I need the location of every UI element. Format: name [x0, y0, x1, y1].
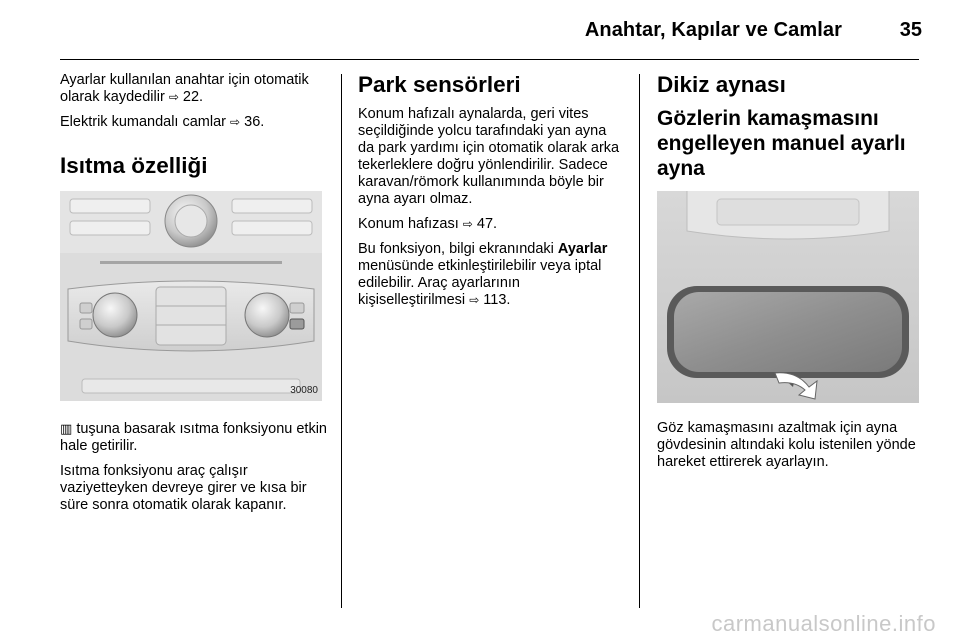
page-ref-arrow-icon: ⇨ [462, 217, 473, 231]
rearview-mirror-figure [657, 191, 919, 403]
park-sensors-heading: Park sensörleri [358, 72, 521, 97]
watermark-text: carmanualsonline.info [711, 611, 936, 636]
rearview-mirror-illustration [657, 191, 919, 403]
memory-ref-paragraph: Konum hafızası ⇨ 47. [358, 216, 498, 232]
rear-window-heating-icon: ▥ [60, 421, 73, 436]
park-assist-paragraph: Konum hafızalı aynalarda, geri vites seçildiğinde yolcu tarafındaki yan ayna da park yardımı için otomatik olarak arka tekerleklere doğru yönlendirilir. Sadece karavan/römork kullanımında böyle bir ayna ayarı olmaz. [358, 106, 620, 207]
page-ref-arrow-icon: ⇨ [230, 115, 241, 129]
settings-menu-paragraph: Bu fonksiyon, bilgi ekranındaki Ayarlar menüsünde etkinleştirilebilir veya iptal edilebilir. Araç ayarlarının kişiselleştirilmesi ⇨ 113. [358, 241, 608, 308]
column-2 [358, 72, 626, 317]
page-ref-arrow-icon: ⇨ [469, 293, 480, 307]
column-divider-2 [639, 74, 640, 608]
page-ref-arrow-icon: ⇨ [168, 90, 179, 104]
page-ref-link[interactable]: 47. [476, 216, 498, 232]
page-ref-link[interactable]: 22. [182, 89, 204, 105]
header-title: Anahtar, Kapılar ve Camlar [584, 19, 842, 41]
column-3 [657, 72, 923, 479]
manual-antiglare-subheading: Gözlerin kamaşmasını engelleyen manuel ayarlı ayna [657, 107, 906, 180]
climate-control-panel-figure [60, 191, 322, 401]
page-ref-link[interactable]: 36. [244, 114, 265, 130]
power-windows-paragraph: Elektrik kumandalı camlar ⇨ 36. [60, 114, 265, 130]
mirror-adjust-paragraph: Göz kamaşmasını azaltmak için ayna gövdesinin altındaki kolu istenilen yönde hareket ettirerek ayarlayın. [657, 420, 916, 470]
column-divider-1 [341, 74, 342, 608]
climate-control-panel-illustration [60, 191, 322, 401]
page-number: 35 [899, 19, 922, 41]
settings-menu-term: Ayarlar [557, 241, 608, 257]
page-ref-link[interactable]: 113. [483, 292, 511, 308]
heating-operation-paragraph: Isıtma fonksiyonu araç çalışır vaziyetteyken devreye girer ve kısa bir süre sonra otomatik olarak kapanır. [60, 463, 307, 513]
saved-settings-paragraph: Ayarlar kullanılan anahtar için otomatik olarak kaydedilir ⇨ 22. [60, 72, 309, 105]
header-rule [60, 59, 919, 60]
heating-activation-paragraph: ▥ tuşuna basarak ısıtma fonksiyonu etkin hale getirilir. [60, 421, 327, 454]
rearview-mirror-heading: Dikiz aynası [657, 72, 786, 97]
heating-heading: Isıtma özelliği [60, 153, 208, 178]
column-1 [60, 72, 328, 522]
figure-code: 30080 [290, 385, 318, 396]
